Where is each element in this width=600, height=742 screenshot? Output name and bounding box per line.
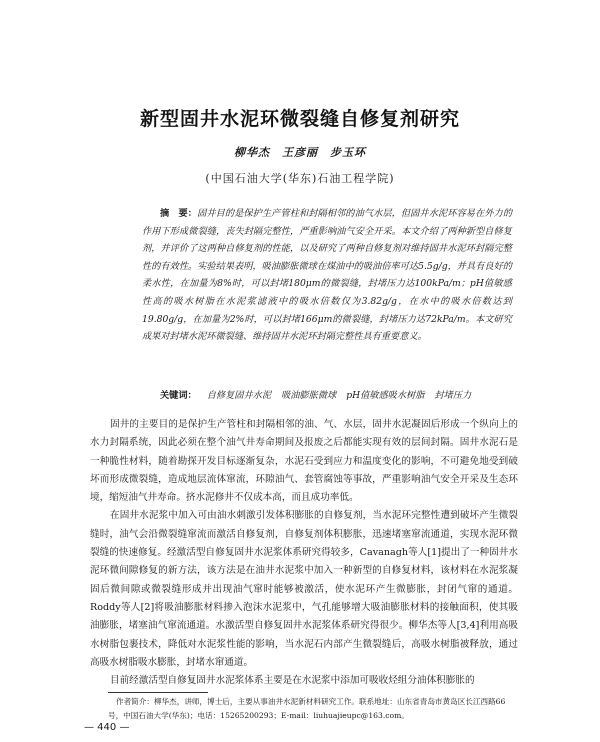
- keyword: 吸油膨胀微球: [281, 390, 337, 401]
- paper-title: 新型固井水泥环微裂缝自修复剂研究: [139, 108, 460, 130]
- keyword: 封堵压力: [434, 390, 472, 401]
- keyword: 自修复固井水泥: [206, 390, 272, 401]
- body-paragraph: 在固井水泥浆中加入可由油水刺激引发体积膨胀的自修复剂，当水泥环完整性遭到破坏产生微裂缝时，油气会沿微裂缝窜流而激活自修复剂，自修复剂体积膨胀，迅速堵塞窜流通道，实现水泥环微裂缝的快速修复。经激活型自修复固井水泥浆体系研究得较多，Cavanagh等人[1]提出了一种固井水泥环微间隙修复的新方法，该方法是在油井水泥浆中加入一种新型的自修复材料，该材料在水泥浆凝固后微间隙或微裂缝形成并出现油气窜时能够被激活，使水泥环产生微膨胀，封闭气窜的通道。Roddy等人[2]将吸油膨胀材料掺入泡沫水泥浆中，气孔能够增大吸油膨胀材料的接触面积，使其吸油膨胀，堵塞油气窜流通道。水激活型自修复固井水泥浆体系研究得很少。柳华杰等人[3,4]利用高吸水树脂包裹技术，降低对水泥浆性能的影响，当水泥石内部产生微裂缝后，高吸水树脂被释放，通过高吸水树脂吸水膨胀，封堵水窜通道。: [90, 510, 518, 668]
- page-number: — 440 —: [84, 722, 130, 733]
- author-footnote: 作者简介：柳华杰，讲师，博士后，主要从事油井水泥新材料研究工作。联系地址：山东省青岛市黄岛区长江西路66号，中国石油大学(华东)；电话：15265200293；E-mail：liuhuajieupc@163.com。: [108, 697, 506, 720]
- abstract: [142, 205, 512, 346]
- body-paragraph: 固井的主要目的是保护生产管柱和封隔相邻的油、气、水层，固井水泥凝固后形成一个纵向上的水力封隔系统，因此必须在整个油气井寿命期间及报废之后都能实现有效的层间封隔。固井水泥石是一种脆性材料，随着勘探开发目标逐渐复杂，水泥石受到应力和温度变化的影响，不可避免地受到破坏而形成微裂缝，造成地层流体窜流，环隙油气、套管腐蚀等事故，严重影响油气安全开采及生态环境，缩短油气井寿命。挤水泥修井不仅成本高，而且成功率低。: [90, 419, 518, 504]
- author-list: 柳华杰 王彦丽 步玉环: [234, 146, 366, 159]
- abstract-label: 摘 要：: [160, 208, 198, 219]
- footnote-divider: [108, 692, 208, 693]
- keyword: pH值敏感吸水树脂: [346, 390, 425, 401]
- affiliation: (中国石油大学(华东)石油工程学院): [205, 172, 395, 185]
- abstract-text: 固井目的是保护生产管柱和封隔相邻的油气水层，但固井水泥环容易在外力的作用下形成微裂缝，丧失封隔完整性，严重影响油气安全开采。本文介绍了两种新型自修复剂，并评价了这两种自修复剂的性能，以及研究了两种自修复剂对维持固井水泥环封隔完整性的有效性。实验结果表明，吸油膨胀微球在煤油中的吸油倍率可达5.5g/g，并具有良好的柔水性，在加量为8%时，可以封堵180μm的微裂缝，封堵压力达100kPa/m；pH值敏感性高的吸水树脂在水泥浆滤液中的吸水倍数仅为3.82g/g，在水中的吸水倍数达到19.80g/g，在加量为2%时，可以封堵166μm的微裂缝，封堵压力达72kPa/m。本文研究成果对封堵水泥环微裂缝、维持固井水泥环封隔完整性具有重要意义。: [142, 208, 513, 343]
- body-paragraph: 目前经激活型自修复固井水泥浆体系主要是在水泥浆中添加可吸收烃组分油体积膨胀的: [110, 675, 475, 687]
- body-text: [90, 416, 518, 690]
- keywords: [160, 387, 520, 401]
- keywords-label: 关键词：: [160, 390, 197, 401]
